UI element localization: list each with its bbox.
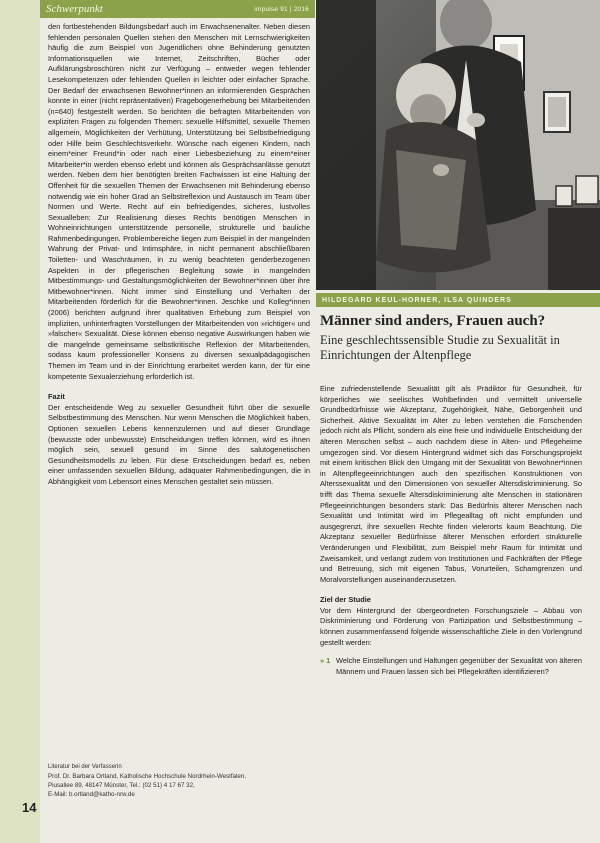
article-intro: Eine zufriedenstellende Sexualität gilt als Prädiktor für Gesundheit, für körperliches wie seelisches Wohlbefinden und vermittelt universelle Grundbedürfnisse wie Akzeptanz, Zugehörigkeit, Nähe, Geborgenheit und Sicherheit. Aktive Sexualität im Alter zu leben verstehen die Forschenden jedoch nicht als Pflicht, sondern als eine freie und individuelle Entscheidung der älteren Menschen selbst – auch nachdem diese in Alten- und Pflegeheime umgezogen sind. Vor diesem Hintergrund widmet sich das Forschungsprojekt mit einem kritischen Blick den Umgang mit der Sexualität von Bewohner*innen in Altenpflegeeinrichtungen auch den spezifischen Konstruktionen von Alterssexualität und den Dimensionen von sexueller Altersdiskriminierung. So trifft das Thema sexuelle Altersdiskriminierung alte Menschen in stationären Pflegeeinrichtungen besonders stark: Das Bedürfnis älterer Menschen nach Sexualität und Intimität wird im Pflegealltag oft nicht empfunden und ausgegrenzt, ihre sexuellen Rechte finden vielerorts kaum Beachtung. Die Akzeptanz sexueller Bedürfnisse älterer Menschen erfordert strukturelle Veränderungen und Flexibilität, zum Beispiel mehr Raum für Intimität und Zweisamkeit, und verlangt zudem von Institutionen und Fachkräften der Pflege und Betreuung, sich mit eigenen Tabus, Vorurteilen, Schamgrenzen und Moralvorstellungen auseinanderzusetzen. [320, 384, 582, 584]
left-paragraph: den fortbestehenden Bildungsbedarf auch im Erwachsenenalter. Neben diesen fehlenden personalen Quellen stehen den Menschen mit Lernschwierigkeiten häufig die zum Beispiel von Jugendlichen ohne Behinderung genutzten Informationsquellen wie Internet, Zeitschriften, Bücher oder Aufklärungsbroschüren nicht zur Verfügung – entweder wegen fehlender Lesekompetenzen oder fehlenden Quellen in leichter oder einfacher Sprache. Der Bedarf der erwachsenen Bewohner*innen an informierenden Gesprächen konnte in einer (nicht repräsentativen) Fragebogenerhebung bei Mitarbeitenden (n=640) festgestellt werden. So berichten die befragten Mitarbeitenden von expliziten Fragen zu folgenden Themen: sexuelle Hilfsmittel, sexuelle Themen allgemein, Möglichkeiten der Verhütung, Unterstützung bei Selbstbefriedigung oder Hilfe beim Geschlechtsverkehr. Wünsche nach eigenen Kindern, nach einem*einer Freund*in oder nach einer Liebesbeziehung zu einem*einer Mitarbeiter*in werden ebenso erlebt und können als Gesprächsanlässe genutzt werden. Neben dem hier benötigten breiten Fachwissen ist eine Haltung der Offenheit für die sexuellen Themen der Erwachsenen mit Behinderung ebenso notwendig wie ein hoher Grad an Selbstreflexion und Austausch im Team über Normen und Werte. Recht auf ein befriedigendes, sicheres, lustvolles Sexualleben: Zur Realisierung dieses Rechts benötigen Menschen in Wohneinrichtungen unterstützende personelle, strukturelle und bauliche Rahmenbedingungen. Problembereiche liegen zum Beispiel in der mangelnden Wahrung der Privat- und Intimsphäre, in nicht permanent abschließbaren Toiletten- und Waschräumen, in zu wenig beachteten genderbezogenen Aspekten in der pflegerischen Begleitung sowie in mangelnden Mitbestimmungs- und Gestaltungsmöglichkeiten der Bewohner*innen über ihre Mitbewohner*innen. Nicht immer sind Einstellung und Verhalten der Mitarbeitenden förderlich für die Bewohner*innen. Jeschke und Kolleg*innen (2006) berichten aufgrund ihrer qualitativen Erhebung zum Beispiel von impliziten, unhinterfragten Vorstellungen der Mitarbeitenden von »richtiger« und »falscher« Sexualität. Diese können ebenso negative Auswirkungen haben wie die mangelnde gemeinsame selbstkritische Reflexion der Mitarbeitenden, sodass kaum professioneller Konsens zu diversen sexualpädagogischen Themen im Team und in der Einrichtung erarbeitet werden kann, der für eine kompetente Sexualerziehung erforderlich ist. [48, 22, 310, 381]
article-headline: Männer sind anders, Frauen auch? [320, 313, 546, 329]
page-number: 14 [22, 800, 37, 815]
list-bullet: » 1 [320, 656, 331, 666]
ziel-heading: Ziel der Studie [320, 595, 371, 605]
list-item [320, 656, 582, 677]
left-column [48, 22, 310, 488]
article-authors: HILDEGARD KEUL-HORNER, ILSA QUINDERS [316, 293, 600, 307]
literature-note: Literatur bei der Verfasserin [48, 764, 122, 770]
author-box [48, 763, 310, 799]
author-email: E-Mail: b.ortland@katho-nrw.de [48, 791, 135, 798]
ziel-text: Vor dem Hintergrund der übergeordneten Forschungsziele – Abbau von Diskriminierung und Förderung von Partizipation und Selbstbestimmung – können zusammenfassend folgende wissenschaftliche Ziele in den Vorlengrund gestellt werden: [320, 605, 582, 647]
issue-label: impulse 91 | 2016 [254, 5, 309, 13]
couple-photo-image [316, 0, 600, 290]
article-deck: Eine geschlechtssensible Studie zu Sexualität in Einrichtungen der Altenpflege [320, 333, 560, 362]
fazit-text: Der entscheidende Weg zu sexueller Gesundheit führt über die sexuelle Selbstbestimmung des Menschen. Nur wenn Menschen die Möglichkeit haben, Optionen sexuellen Lebens kennenzulernen und auf dieser Grundlage (bewusste oder unbewusste) Entscheidungen treffen können, wird es ihnen möglich sein, sexuell gesund im Sinne des salutogenetischen Gesundheitsmodells zu leben. Für diese Entscheidungen bedarf es, neben einer umfassenden sexuellen Bildung, adäquater Rahmenbedingungen, die in Abhängigkeit vom Lebensort eines Menschen gestaltet sein müssen. [48, 402, 310, 486]
header-band [40, 0, 315, 18]
green-sidebar [0, 0, 40, 843]
section-title: Schwerpunkt [46, 3, 103, 15]
author-name: Prof. Dr. Barbara Ortland, Katholische Hochschule Nordrhein-Westfalen, [48, 773, 246, 780]
fazit-heading: Fazit [48, 392, 65, 402]
right-column [320, 384, 582, 677]
couple-photo [316, 0, 600, 290]
author-address: Piusallee 89, 48147 Münster, Tel.: (02 51) 4 17 67 32, [48, 782, 195, 789]
list-text: Welche Einstellungen und Haltungen gegenüber der Sexualität von älteren Männern und Frauen lassen sich bei Pflegekräften identifizieren? [336, 656, 582, 676]
